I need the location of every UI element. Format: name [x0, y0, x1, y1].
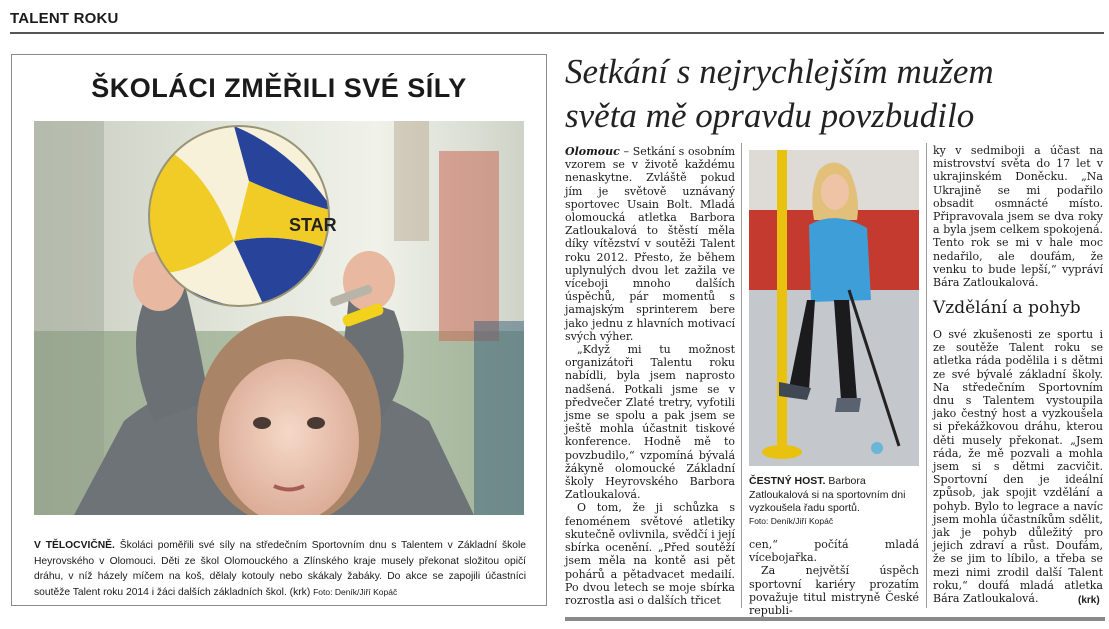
- caption-lead: ČESTNÝ HOST.: [749, 475, 826, 487]
- paragraph: O tom, že ji schůzka s fenoménem světové atletiky skutečně ovlivnila, svědčí i její sbírka ocenění. „Před soutěží jsem měla na kontě asi pět pohárů a pětadvacet medailí. Po dvou letech se moje sbírka rozrostla asi o dalších třicet: [565, 501, 735, 607]
- photo-story-caption: [34, 538, 526, 600]
- caption-lead: V TĚLOCVIČNĚ.: [34, 540, 115, 551]
- ball-brand-text: STAR: [289, 215, 337, 235]
- top-rule: [10, 32, 1104, 34]
- paragraph: „Když mi tu možnost organizátoři Talentu roku nabídli, byla jsem naprosto nadšená. Potkali jsme se v předvečer Zlaté tretry, vyfotili jsme se spolu a pak jsem se ještě mohla účastnit tiskové konference. Hodně mě to povzbudilo,“ vzpomíná bývalá žákyně olomoucké Základní školy Heyrovského Barbora Zatloukalová.: [565, 343, 735, 502]
- caption-credit: Foto: Deník/Jiří Kopáč: [313, 586, 398, 597]
- headline-line-2: světa mě opravdu povzbudilo: [565, 96, 975, 135]
- paragraph: Olomouc – Setkání s osobním vzorem se v životě každému nenaskytne. Zvláště pokud jím je světově uznávaný sportovec Usain Bolt. Mladá olomoucká atletka Barbora Zatloukalová to štěstí měla díky vítězství v soutěži Talent roku 2012. Přesto, že během uplynulých dvou let zažila ve víceboji mnoho dalších úspěchů, pár momentů s jamajským sprinterem bere jako jednu z hlavních motivací svých výher.: [565, 145, 735, 343]
- article-column-2: [749, 538, 919, 617]
- photo-story-box: [11, 54, 547, 606]
- dateline: Olomouc: [565, 145, 620, 158]
- paragraph: Za největší úspěch sportovní kariéry prozatím považuje titul mistryně České republi-: [749, 564, 919, 618]
- author-signature: (krk): [1078, 595, 1100, 606]
- article-column-3: [933, 144, 1103, 289]
- caption-body: Barbora Zatloukalová si na sportovním dni vyzkoušela řadu sportů.: [749, 475, 906, 514]
- paragraph: ky v sedmiboji a účast na mistrovství světa do 17 let v ukrajinském Doněcku. „Na Ukrajině se mi podařilo obsadit osmnácté místo. Připravovala jsem se dva roky a byla jsem celkem spokojená. Tento rok se mi v hale moc nedařilo, ale doufám, že venku to bude lepší,“ vypráví Bára Zatloukalová.: [933, 144, 1103, 290]
- bottom-rule: [565, 617, 1105, 621]
- athlete-photo-caption: [749, 475, 921, 516]
- article-column-3-continued: [933, 328, 1103, 605]
- paragraph: O své zkušenosti ze sportu i ze soutěže Talent roku se atletka ráda podělila i s dětmi ze své bývalé základní školy. Na středečním Sportovním dnu s Talentem vystoupila jako čestný host a vyzkoušela si překážkovou dráhu, kterou děti musely překonat. „Jsem ráda, že mě pozvali a mohla jsem si s dětmi zacvičit. Sportovní den je ideální způsob, jak spojit vzdělání a pohyb. Bylo to legrace a navíc jsem mohla účastníkům sdělit, jak je pohyb důležitý pro jejich zdraví a růst. Doufám, že se jim to líbilo, a třeba se mezi nimi zrodil další Talent roku,“ doufá mladá atletka Bára Zatloukalová.: [933, 328, 1103, 606]
- photo-story-title: ŠKOLÁCI ZMĚŘILI SVÉ SÍLY: [91, 73, 467, 103]
- athlete-photo-credit: Foto: Deník/Jiří Kopáč: [749, 516, 834, 526]
- main-photo: [34, 121, 524, 515]
- article-subhead: Vzdělání a pohyb: [933, 298, 1081, 318]
- column-divider: [926, 143, 927, 608]
- paragraph: cen,“ počítá mladá vícebojařka.: [749, 538, 919, 565]
- caption-body: Školáci poměřili své síly na středečním Sportovním dnu s Talentem v Základní škole Heyrovského v Olomouci. Děti ze škol Olomouckého a Zlínského kraje musely překonat složitou opičí dráhu, v níž házely míčem na koš, dělaly kotouly nebo skákaly žabáky. Do akce se zapojili účastníci soutěže Talent roku 2014 i žáci dalších základních škol. (krk): [34, 540, 526, 598]
- column-divider: [741, 143, 742, 608]
- athlete-photo: [749, 150, 919, 466]
- article-headline: [565, 50, 1109, 138]
- section-label: TALENT ROKU: [10, 10, 119, 27]
- headline-line-1: Setkání s nejrychlejším mužem: [565, 52, 994, 91]
- article-column-1: [565, 145, 735, 607]
